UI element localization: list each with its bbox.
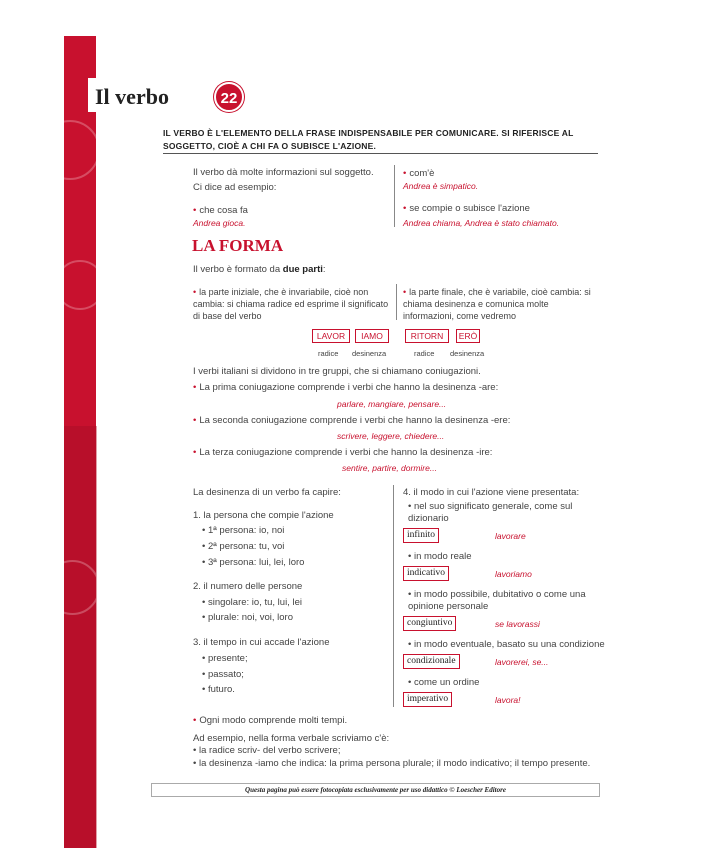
- radice-label: radice: [318, 349, 339, 358]
- modo-desc: • come un ordine: [408, 677, 480, 688]
- example: parlare, mangiare, pensare...: [337, 399, 447, 409]
- coniugazione-2: • La seconda coniugazione comprende i verbi che hanno la desinenza -ere:: [193, 415, 510, 427]
- modo-box: infinito: [403, 528, 439, 543]
- modo-example: lavoriamo: [495, 569, 532, 579]
- info-bullet: • che cosa fa: [193, 205, 248, 217]
- decor-ring: [40, 120, 100, 180]
- point-persona: 1. la persona che compie l'azione: [193, 510, 334, 521]
- example: Andrea è simpatico.: [403, 181, 479, 191]
- info-line: Il verbo dà molte informazioni sul soggetto.: [193, 167, 374, 178]
- modo-desc: • in modo possibile, dubitativo o come una opinione personale: [408, 589, 586, 612]
- info-bullet: • se compie o subisce l'azione: [403, 203, 530, 215]
- example: sentire, partire, dormire...: [342, 463, 437, 473]
- example: Andrea chiama, Andrea è stato chiamato.: [403, 218, 560, 228]
- coniugazioni-intro: I verbi italiani si dividono in tre gruppi, che si chiamano coniugazioni.: [193, 366, 481, 377]
- point-tempo: 3. il tempo in cui accade l'azione: [193, 637, 330, 648]
- desinenza-box: ERÒ: [456, 329, 480, 343]
- column-separator: [396, 284, 397, 320]
- closing-line: Ad esempio, nella forma verbale scriviamo c'è:: [193, 733, 390, 744]
- modo-desc: • in modo reale: [408, 551, 472, 562]
- modo-example: lavorare: [495, 531, 526, 541]
- decor-ring: [45, 560, 100, 615]
- list-item: • passato;: [202, 669, 244, 680]
- column-separator: [394, 165, 395, 227]
- list-item: • 3ª persona: lui, lei, loro: [202, 557, 305, 568]
- example: Andrea gioca.: [193, 218, 246, 228]
- footer-copyright: Questa pagina può essere fotocopiata esclusivamente per uso didattico © Loescher Editore: [151, 783, 600, 797]
- modo-box: indicativo: [403, 566, 449, 581]
- coniugazione-1: • La prima coniugazione comprende i verbi che hanno la desinenza -are:: [193, 382, 498, 394]
- modo-example: lavora!: [495, 695, 521, 705]
- radice-box: RITORN: [405, 329, 449, 343]
- coniugazione-3: • La terza coniugazione comprende i verbi che hanno la desinenza -ire:: [193, 447, 492, 459]
- desinenza-description: • la parte finale, che è variabile, cioè cambia: si chiama desinenza e comunica molte informazioni, come vedremo: [403, 286, 600, 322]
- radice-description: • la parte iniziale, che è invariabile, cioè non cambia: si chiama radice ed esprime il significato di base del verbo: [193, 286, 390, 322]
- radice-box: LAVOR: [312, 329, 350, 343]
- page-title: Il verbo: [95, 84, 169, 109]
- chapter-number-badge: 22: [214, 82, 244, 112]
- intro-text: IL VERBO È L'ELEMENTO DELLA FRASE INDISPENSABILE PER COMUNICARE. SI RIFERISCE AL SOGGETTO, CIOÈ A CHI FA O SUBISCE L'AZIONE.: [163, 128, 574, 151]
- side-band-lower: [64, 426, 96, 848]
- modo-desc: • in modo eventuale, basato su una condizione: [408, 639, 605, 650]
- desinenza-label: desinenza: [450, 349, 485, 358]
- margin-line: [96, 426, 97, 848]
- desinenza-intro: La desinenza di un verbo fa capire:: [193, 487, 341, 498]
- modo-example: lavorerei, se...: [495, 657, 549, 667]
- radice-label: radice: [414, 349, 435, 358]
- example: scrivere, leggere, chiedere...: [337, 431, 445, 441]
- forma-intro: Il verbo è formato da due parti:: [193, 264, 326, 275]
- desinenza-box: IAMO: [355, 329, 389, 343]
- decor-ring: [55, 260, 105, 310]
- section-heading: LA FORMA: [192, 236, 284, 255]
- column-separator: [393, 485, 394, 707]
- closing-line: • la desinenza -iamo che indica: la prima persona plurale; il modo indicativo; il tempo presente.: [193, 758, 591, 769]
- info-line: Ci dice ad esempio:: [193, 182, 277, 193]
- list-item: • futuro.: [202, 684, 235, 695]
- point-numero: 2. il numero delle persone: [193, 581, 303, 592]
- divider: [163, 153, 598, 154]
- point-modo: 4. il modo in cui l'azione viene presentata:: [403, 487, 580, 498]
- info-bullet: • com'è: [403, 168, 434, 180]
- modo-box: condizionale: [403, 654, 460, 669]
- desinenza-label: desinenza: [352, 349, 387, 358]
- list-item: • 1ª persona: io, noi: [202, 525, 285, 536]
- modo-box: congiuntivo: [403, 616, 456, 631]
- list-item: • singolare: io, tu, lui, lei: [202, 597, 302, 608]
- modo-example: se lavorassi: [495, 619, 540, 629]
- modo-box: imperativo: [403, 692, 452, 707]
- list-item: • 2ª persona: tu, voi: [202, 541, 285, 552]
- list-item: • presente;: [202, 653, 248, 664]
- modo-desc: • nel suo significato generale, come sul dizionario: [408, 501, 573, 524]
- closing-bullet: • Ogni modo comprende molti tempi.: [193, 715, 347, 727]
- list-item: • plurale: noi, voi, loro: [202, 612, 293, 623]
- closing-line: • la radice scriv- del verbo scrivere;: [193, 745, 341, 756]
